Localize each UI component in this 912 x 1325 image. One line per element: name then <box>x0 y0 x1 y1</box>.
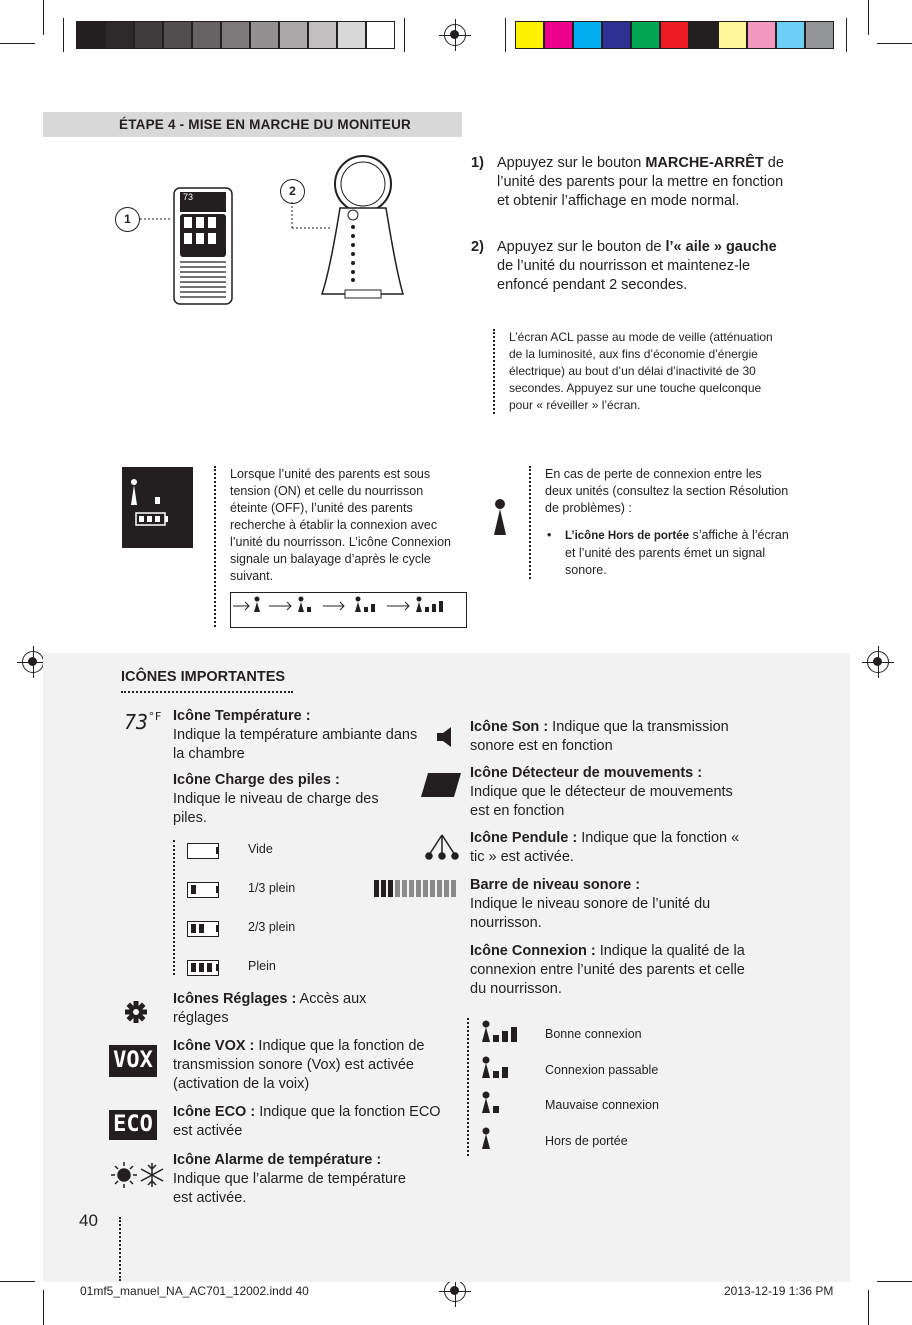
color-swatch <box>631 21 660 49</box>
color-swatch <box>279 21 308 49</box>
battery-level-icon <box>187 921 219 937</box>
battery-cell <box>199 963 204 972</box>
battery-cell <box>207 963 212 972</box>
speaker-icon <box>436 726 454 748</box>
settings-desc <box>173 990 413 1028</box>
temperature-alarm-desc <box>173 1151 423 1208</box>
settings-text: Accès aux réglages <box>173 991 367 1026</box>
antenna-head <box>483 1092 490 1099</box>
important-icons-title: ICÔNES IMPORTANTES <box>121 669 293 693</box>
footer-filename: 01mf5_manuel_NA_AC701_12002.indd 40 <box>80 1284 309 1298</box>
pendulum-text: Indique que la fonction « tic » est activée. <box>470 830 740 865</box>
connection-level-label: Mauvaise connexion <box>545 1098 659 1112</box>
instruction-1-text-b: de l’unité des parents pour la mettre en fonction et obtenir l’affichage en mode normal. <box>497 155 784 209</box>
antenna-body <box>482 1098 490 1113</box>
instruction-2-number: 2) <box>471 239 484 255</box>
color-swatch <box>805 21 834 49</box>
registration-mark-top <box>444 24 466 46</box>
temperature-text: Indique la température ambiante dans la chambre <box>173 727 418 762</box>
eco-text: Indique que la fonction ECO est activée <box>173 1104 441 1139</box>
sound-level-segment <box>437 880 442 897</box>
vox-icon: VOX <box>109 1045 157 1077</box>
instruction-2-bold: l’« aile » gauche <box>665 239 777 255</box>
color-swatch <box>250 21 279 49</box>
motion-title: Icône Détecteur de mouvements : <box>470 765 703 781</box>
color-swatch <box>689 21 718 49</box>
sound-level-segment <box>402 880 407 897</box>
signal-bar <box>493 1035 499 1042</box>
bullet-dot: • <box>547 528 552 542</box>
parent-unit-display: 73 <box>183 192 194 202</box>
sound-title: Icône Son : <box>470 719 549 735</box>
connection-list-rule <box>467 1018 469 1156</box>
out-of-range-icon <box>490 497 510 537</box>
color-swatch <box>337 21 366 49</box>
page-number-rule <box>119 1217 121 1281</box>
battery-cell <box>191 963 196 972</box>
sound-level-segment <box>451 880 456 897</box>
instruction-2-text-b: de l’unité du nourrisson et maintenez-le enfoncé pendant 2 secondes. <box>497 258 751 293</box>
battery-cell <box>199 924 204 933</box>
motion-desc <box>470 764 750 821</box>
connection-level-label: Connexion passable <box>545 1062 659 1077</box>
color-swatch <box>134 21 163 49</box>
eco-desc <box>173 1103 443 1141</box>
battery-level-label: Vide <box>248 842 273 856</box>
temperature-alarm-icon <box>111 1160 165 1190</box>
sound-level-segment <box>374 880 379 897</box>
color-swatch <box>602 21 631 49</box>
color-swatch <box>718 21 747 49</box>
parent-and-baby-units-illustration <box>140 150 450 310</box>
temperature-icon-unit: °F <box>148 710 162 723</box>
step-heading-bar <box>43 112 462 137</box>
pendulum-title: Icône Pendule : <box>470 830 578 846</box>
sound-desc <box>470 718 745 756</box>
connection-title: Icône Connexion : <box>470 943 596 959</box>
connection-text: Indique la qualité de la connexion entre l’unité des parents et celle du nourrisson. <box>470 943 745 997</box>
page-number: 40 <box>79 1211 98 1230</box>
instruction-1-text-a: Appuyez sur le bouton <box>497 155 646 171</box>
lcd-sleep-note: L’écran ACL passe au mode de veille (atténuation de la luminosité, aux fins d’économie d’énergie électrique) au bout d’un délai d’inactivité de 30 secondes. Appuyez sur une touche quelconque pour « réveiller » l’écran. <box>493 329 783 414</box>
eco-icon: ECO <box>109 1110 157 1140</box>
temperature-alarm-text: Indique que l’alarme de température est activée. <box>173 1171 406 1206</box>
signal-bar <box>502 1067 508 1078</box>
signal-bar <box>493 1071 499 1078</box>
vox-title: Icône VOX : <box>173 1038 255 1054</box>
sound-level-segment <box>409 880 414 897</box>
color-swatch <box>308 21 337 49</box>
battery-tip <box>216 847 219 854</box>
battery-text: Indique le niveau de charge des piles. <box>173 791 379 826</box>
temperature-desc <box>173 707 423 764</box>
registration-mark-bottom <box>444 1280 466 1302</box>
lcd-connection-screen <box>122 467 193 548</box>
out-of-range-bullet <box>545 527 789 579</box>
instruction-1 <box>471 154 797 211</box>
connection-level-icon <box>479 1127 521 1151</box>
color-swatch <box>660 21 689 49</box>
connection-desc <box>470 942 745 999</box>
signal-bar <box>502 1031 508 1042</box>
sound-level-segment <box>430 880 435 897</box>
sound-level-text: Indique le niveau sonore de l’unité du nourrisson. <box>470 896 711 931</box>
settings-title: Icônes Réglages : <box>173 991 297 1007</box>
color-swatch <box>105 21 134 49</box>
signal-bar <box>493 1106 499 1113</box>
battery-title: Icône Charge des piles : <box>173 772 340 788</box>
sound-level-segment <box>381 880 386 897</box>
instruction-1-bold: MARCHE-ARRÊT <box>645 155 764 171</box>
battery-level-icon <box>187 843 219 859</box>
step-title: ÉTAPE 4 - MISE EN MARCHE DU MONITEUR <box>119 117 411 132</box>
temperature-icon <box>124 710 161 734</box>
connection-level-label: Bonne connexion <box>545 1027 642 1041</box>
connection-level-label: Hors de portée <box>545 1133 628 1148</box>
out-of-range-text: s’affiche à l’écran et l’unité des parents émet un signal sonore. <box>565 528 789 577</box>
sound-level-segment <box>395 880 400 897</box>
antenna-head <box>483 1056 490 1063</box>
battery-tip <box>216 886 219 893</box>
settings-icon <box>124 1000 148 1024</box>
color-swatch <box>76 21 105 49</box>
connection-level-icon <box>479 1091 521 1115</box>
registration-mark-right <box>867 651 889 673</box>
vox-desc <box>173 1037 443 1094</box>
color-swatch <box>573 21 602 49</box>
motion-text: Indique que le détecteur de mouvements est en fonction <box>470 784 733 819</box>
parent-unit-brand: Angelcare <box>191 249 219 255</box>
connection-level-icon <box>479 1056 521 1080</box>
motion-sensor-icon <box>420 772 462 798</box>
temperature-title: Icône Température : <box>173 708 311 724</box>
battery-cell <box>191 924 196 933</box>
callout-2: 2 <box>280 179 305 204</box>
antenna-body <box>482 1134 490 1149</box>
battery-level-icon <box>187 960 219 976</box>
pendulum-desc <box>470 829 740 867</box>
registration-mark-left <box>22 651 44 673</box>
color-swatch <box>366 21 395 49</box>
sound-level-segment <box>423 880 428 897</box>
antenna-body <box>482 1027 490 1042</box>
sound-level-title: Barre de niveau sonore : <box>470 877 641 893</box>
color-swatch <box>776 21 805 49</box>
scan-note: Lorsque l’unité des parents est sous tension (ON) et celle du nourrisson éteinte (OFF), l’unité des parents recherche à établir la connexion avec l’unité du nourrisson. L’icône Connexion signale un balayage d’après le cycle suivant. <box>214 466 464 627</box>
pendulum-icon <box>424 833 460 861</box>
battery-desc <box>173 771 393 828</box>
color-swatch <box>747 21 776 49</box>
instruction-2 <box>471 238 777 295</box>
callout-1: 1 <box>115 207 140 232</box>
battery-level-label: Plein <box>248 959 276 973</box>
color-swatch <box>192 21 221 49</box>
color-swatch <box>163 21 192 49</box>
antenna-body <box>482 1063 490 1078</box>
battery-tip <box>216 964 219 971</box>
sound-level-segment <box>444 880 449 897</box>
connection-level-icon <box>479 1020 521 1044</box>
antenna-head <box>483 1021 490 1028</box>
antenna-head <box>483 1127 490 1134</box>
out-of-range-bold: L’icône Hors de portée <box>565 530 689 542</box>
eco-title: Icône ECO : <box>173 1104 256 1120</box>
vox-text: Indique que la fonction de transmission sonore (Vox) est activée (activation de la voix) <box>173 1038 425 1092</box>
battery-level-icon <box>187 882 219 898</box>
battery-level-label: 1/3 plein <box>248 881 296 895</box>
battery-list-rule <box>173 840 175 975</box>
temperature-alarm-title: Icône Alarme de température : <box>173 1152 382 1168</box>
sound-level-desc <box>470 876 740 933</box>
connection-lost-note <box>529 466 789 579</box>
sound-level-segment <box>388 880 393 897</box>
color-swatch <box>221 21 250 49</box>
color-swatch <box>515 21 544 49</box>
temperature-icon-value: 73 <box>124 710 149 734</box>
sound-level-segment <box>416 880 421 897</box>
sound-text: Indique que la transmission sonore est en fonction <box>470 719 729 754</box>
battery-tip <box>216 925 219 932</box>
battery-level-label: 2/3 plein <box>248 920 296 934</box>
battery-cell <box>191 885 196 894</box>
color-swatch <box>544 21 573 49</box>
instruction-2-text-a: Appuyez sur le bouton de <box>497 239 666 255</box>
scan-cycle-diagram <box>230 592 467 628</box>
footer-date: 2013-12-19 1:36 PM <box>724 1284 834 1298</box>
instruction-1-number: 1) <box>471 155 484 171</box>
signal-bar <box>511 1027 517 1042</box>
connection-lost-text: En cas de perte de connexion entre les deux unités (consultez la section Résolution de problèmes) : <box>545 467 789 515</box>
